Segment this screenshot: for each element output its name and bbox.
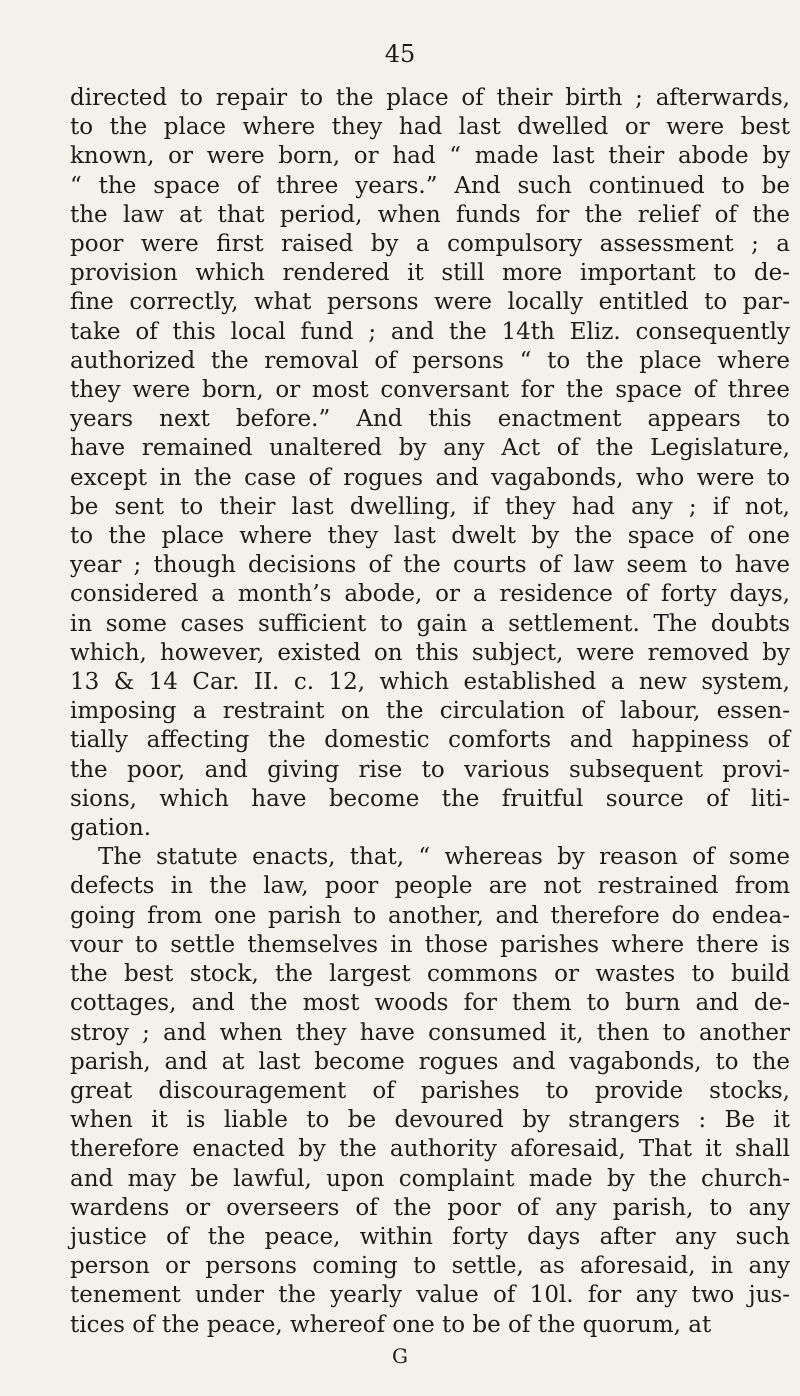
text-line: have remained unaltered by any Act of the Legislature, xyxy=(70,435,790,462)
text-line: they were born, or most conversant for the space of three xyxy=(70,377,790,404)
text-line: great discouragement of parishes to provide stocks, xyxy=(70,1077,790,1104)
signature-mark: G xyxy=(392,1344,408,1368)
text-line: to the place where they had last dwelled or were best xyxy=(70,114,790,141)
text-line: vour to settle themselves in those parishes where there is xyxy=(70,931,790,958)
text-line: tenement under the yearly value of 10l. for any two jus- xyxy=(70,1282,790,1309)
text-line: poor were first raised by a compulsory assessment ; a xyxy=(70,231,790,258)
text-line: tially affecting the domestic comforts and happiness of xyxy=(70,727,790,754)
text-line: “ the space of three years.” And such continued to be xyxy=(70,172,790,199)
text-line: provision which rendered it still more important to de- xyxy=(70,260,790,287)
text-line: which, however, existed on this subject, were removed by xyxy=(70,639,790,666)
paragraph-statute-quote xyxy=(70,843,790,1339)
text-line: justice of the peace, within forty days after any such xyxy=(70,1223,790,1250)
text-line: wardens or overseers of the poor of any parish, to any xyxy=(70,1194,790,1221)
text-line: authorized the removal of persons “ to the place where xyxy=(70,347,790,374)
text-line: the law at that period, when funds for the relief of the xyxy=(70,201,790,228)
text-line: 13 & 14 Car. II. c. 12, which established a new system, xyxy=(70,669,790,696)
text-line: imposing a restraint on the circulation of labour, essen- xyxy=(70,698,790,725)
paragraph-settlement-history xyxy=(70,84,790,843)
text-line: the best stock, the largest commons or wastes to build xyxy=(70,961,790,988)
text-line: cottages, and the most woods for them to burn and de- xyxy=(70,990,790,1017)
text-line: take of this local fund ; and the 14th Eliz. consequently xyxy=(70,318,790,345)
text-line: and may be lawful, upon complaint made by the church- xyxy=(70,1165,790,1192)
text-line: years next before.” And this enactment appears to xyxy=(70,406,790,433)
text-line: gation. xyxy=(70,815,152,842)
text-line: considered a month’s abode, or a residence of forty days, xyxy=(70,581,790,608)
text-line: parish, and at last become rogues and vagabonds, to the xyxy=(70,1048,790,1075)
text-line: the poor, and giving rise to various subsequent provi- xyxy=(70,756,790,783)
body-text xyxy=(70,84,790,1340)
text-line: year ; though decisions of the courts of law seem to have xyxy=(70,552,790,579)
text-line: known, or were born, or had “ made last their abode by xyxy=(70,143,790,170)
text-line: when it is liable to be devoured by strangers : Be it xyxy=(70,1107,790,1134)
text-line: be sent to their last dwelling, if they had any ; if not, xyxy=(70,493,790,520)
text-line: going from one parish to another, and therefore do endea- xyxy=(70,902,790,929)
text-line: to the place where they last dwelt by the space of one xyxy=(70,523,790,550)
page-number: 45 xyxy=(384,40,416,68)
text-line: in some cases sufficient to gain a settlement. The doubts xyxy=(70,610,790,637)
text-line: fine correctly, what persons were locally entitled to par- xyxy=(70,289,790,316)
text-line: directed to repair to the place of their birth ; afterwards, xyxy=(70,85,790,111)
text-line: defects in the law, poor people are not restrained from xyxy=(70,873,790,900)
text-line: except in the case of rogues and vagabonds, who were to xyxy=(70,464,790,491)
text-line: stroy ; and when they have consumed it, then to another xyxy=(70,1019,790,1046)
text-line: The statute enacts, that, “ whereas by reason of some xyxy=(98,844,790,871)
text-line: sions, which have become the fruitful source of liti- xyxy=(70,785,790,812)
text-line: therefore enacted by the authority aforesaid, That it shall xyxy=(70,1136,790,1163)
text-line: person or persons coming to settle, as aforesaid, in any xyxy=(70,1253,790,1280)
text-line: tices of the peace, whereof one to be of the quorum, at xyxy=(70,1311,712,1338)
